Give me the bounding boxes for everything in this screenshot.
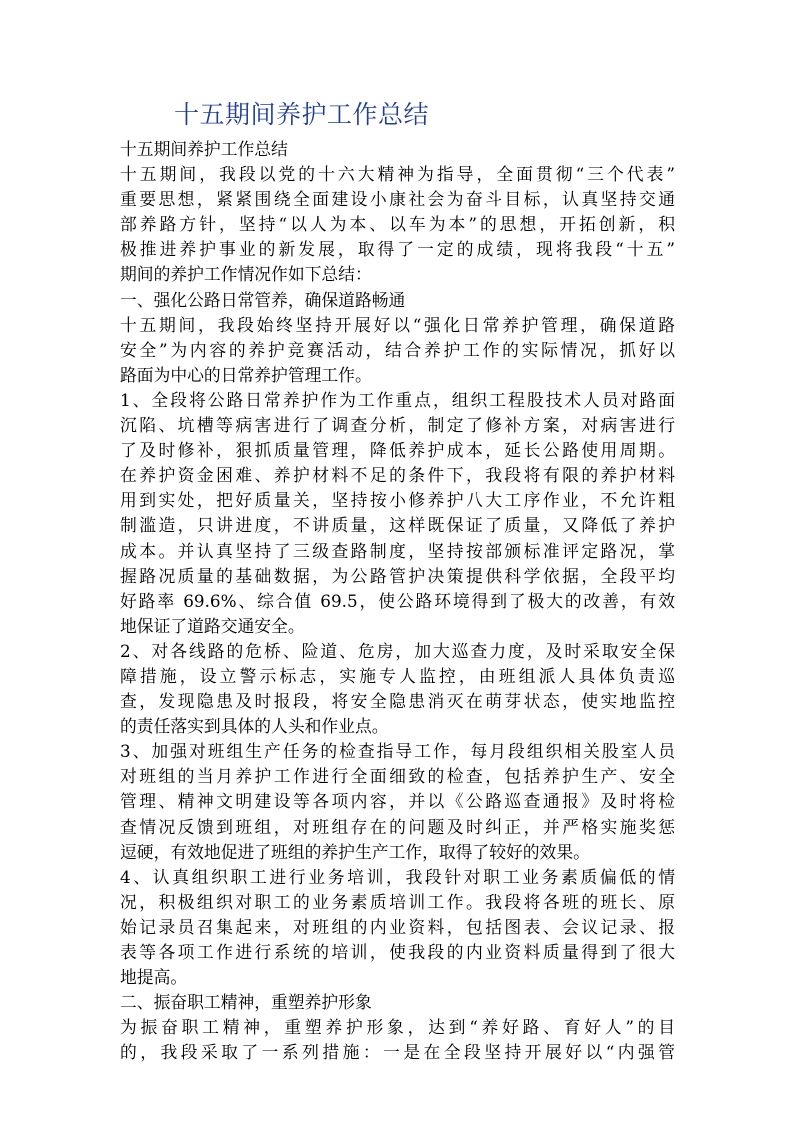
text-line: 障措施，设立警示标志，实施专人监控，由班组派人具体负责巡 [120, 665, 675, 686]
text-line: 制滥造，只讲进度，不讲质量，这样既保证了质量，又降低了养护 [120, 515, 675, 536]
text-line: 3、加强对班组生产任务的检查指导工作，每月段组织相关股室人员 [120, 741, 675, 762]
text-line: 十五期间，我段以党的十六大精神为指导，全面贯彻“三个代表” [120, 164, 675, 185]
text-line: 4、认真组织职工进行业务培训，我段针对职工业务素质偏低的情 [120, 866, 675, 887]
text-line: 的责任落实到具体的人头和作业点。 [120, 716, 389, 737]
text-line: 查，发现隐患及时报段，将安全隐患消灭在萌芽状态，使实地监控 [120, 691, 675, 712]
text-line: 安全”为内容的养护竞赛活动，结合养护工作的实际情况，抓好以 [120, 339, 675, 360]
text-line: 好路率 69.6%、综合值 69.5，使公路环境得到了极大的改善，有效 [120, 590, 675, 611]
text-line: 的，我段采取了一系列措施：一是在全段坚持开展好以“内强管 [120, 1042, 675, 1063]
text-line: 在养护资金困难、养护材料不足的条件下，我段将有限的养护材料 [120, 465, 675, 486]
text-line: 始记录员召集起来，对班组的内业资料，包括图表、会议记录、报 [120, 916, 675, 937]
text-line: 1、全段将公路日常养护作为工作重点，组织工程股技术人员对路面 [120, 389, 675, 410]
text-line: 极推进养护事业的新发展，取得了一定的成绩，现将我段“十五” [120, 239, 675, 260]
text-line: 二、振奋职工精神，重塑养护形象 [120, 992, 372, 1013]
text-line: 地保证了道路交通安全。 [120, 615, 305, 636]
text-line: 握路况质量的基础数据，为公路管护决策提供科学依据，全段平均 [120, 565, 675, 586]
text-line: 逗硬，有效地促进了班组的养护生产工作，取得了较好的效果。 [120, 841, 590, 862]
text-line: 对班组的当月养护工作进行全面细致的检查，包括养护生产、安全 [120, 766, 675, 787]
text-line: 地提高。 [120, 967, 188, 988]
text-line: 查情况反馈到班组，对班组存在的问题及时纠正，并严格实施奖惩 [120, 816, 675, 837]
text-line: 十五期间养护工作总结 [120, 139, 288, 159]
document-title: 十五期间养护工作总结 [174, 100, 430, 129]
text-line: 为振奋职工精神，重塑养护形象，达到“养好路、育好人”的目 [120, 1017, 675, 1038]
text-line: 了及时修补，狠抓质量管理，降低养护成本，延长公路使用周期。 [120, 440, 675, 461]
text-line: 管理、精神文明建设等各项内容，并以《公路巡查通报》及时将检 [120, 791, 675, 812]
text-line: 期间的养护工作情况作如下总结： [120, 264, 372, 285]
document-body [120, 137, 675, 1065]
text-line: 部养路方针，坚持“以人为本、以车为本”的思想，开拓创新，积 [120, 214, 675, 235]
text-line: 用到实处，把好质量关，坚持按小修养护八大工序作业，不允许粗 [120, 490, 675, 511]
text-line: 沉陷、坑槽等病害进行了调查分析，制定了修补方案，对病害进行 [120, 415, 675, 436]
text-line: 路面为中心的日常养护管理工作。 [120, 364, 372, 385]
text-line: 表等各项工作进行系统的培训，使我段的内业资料质量得到了很大 [120, 942, 675, 962]
text-line: 2、对各线路的危桥、险道、危房，加大巡查力度，及时采取安全保 [120, 640, 675, 661]
text-line: 况，积极组织对职工的业务素质培训工作。我段将各班的班长、原 [120, 891, 675, 912]
text-line: 成本。并认真坚持了三级查路制度，坚持按部颁标准评定路况，掌 [120, 540, 675, 561]
text-line: 重要思想，紧紧围绕全面建设小康社会为奋斗目标，认真坚持交通 [120, 189, 675, 210]
text-line: 一、强化公路日常管养，确保道路畅通 [120, 289, 406, 310]
text-line: 十五期间，我段始终坚持开展好以“强化日常养护管理，确保道路 [120, 314, 675, 335]
